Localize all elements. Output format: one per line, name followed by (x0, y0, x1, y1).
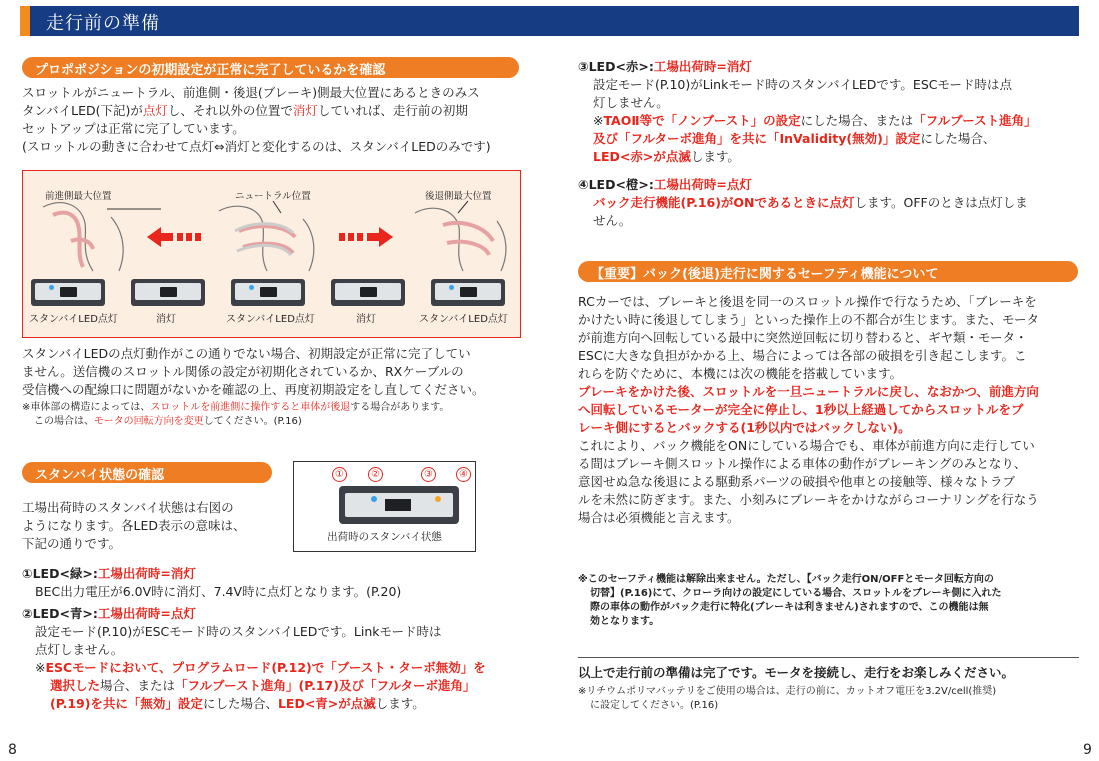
arrow-right-icon (367, 227, 393, 247)
led1-block: ①LED<緑>:工場出荷時=消灯 BEC出力電圧が6.0V時に消灯、7.4V時に点灯となります。(P.20) (22, 565, 532, 601)
marker-1: ① (332, 467, 347, 482)
esc-unit-standby (339, 486, 459, 524)
esc-unit-between-right (331, 279, 405, 306)
led2-block: ②LED<青>:工場出荷時=点灯 設定モード(P.10)がESCモード時のスタンバイLEDです。Linkモード時は 点灯しません。 ※ESCモードにおいて、プログラムロード(P.12)で「ブースト・ターボ無効」を 選択した場合、または「フルブースト進角」(P.17)及び「フルターボ進角」 (P.19)を共に「無効」設定にした場合、LED<青>が点滅します。 (22, 605, 532, 713)
intro-line-3: セットアップは正常に完了しています。 (22, 121, 245, 136)
led3-block: ③LED<赤>:工場出荷時=消灯 設定モード(P.10)がLinkモード時のスタンバイLEDです。ESCモード時は点 灯しません。 ※TAOⅡ等で「ノンブースト」の設定にした場合、または「フルブースト進角」 及び「フルターボ進角」を共に「InValidity(無効)」設定にした場合、 LED<赤>が点滅します。 (578, 58, 1083, 166)
caption-standby-on-1: スタンバイLED点灯 (29, 314, 118, 325)
throttle-hand-illustration (23, 171, 520, 276)
esc-unit-neutral (231, 279, 305, 306)
blue-led-icon (371, 496, 377, 502)
marker-3: ③ (421, 467, 436, 482)
safety-paragraph: RCカーでは、ブレーキと後退を同一のスロットル操作で行なうため、「ブレーキを かけたい時に後退してしまう」といった操作上の不都合が生じます。また、モータ が前進方向へ回転している最中に突然逆回転に切り替わると、ギヤ類・モータ・ ESCに大きな負担がかかる上、場合によっては各部の破損を引き起こします。こ れらを防ぐために、本機には次の機能を搭載しています。 ブレーキをかけた後、スロットルを一旦ニュートラルに戻し、なおかつ、前進方向 へ回転しているモーターが完全に停止し、1秒以上経過してからスロットルをブ レーキ側にするとバックする(1秒以内ではバックしない)。 これにより、バック機能をONにしている場合でも、車体が前進方向に走行してい る間はブレーキ側スロットル操作による車体の動作がブレーキングのみとなり、 意図せぬ急な後退による駆動系パーツの破損や他車との接触等、様々なトラブ ルを未然に防ぎます。また、小刻みにブレーキをかけながらコーナリングを行なう 場合は必須機能と言えます。 (578, 294, 1040, 525)
throttle-led-figure (22, 170, 521, 338)
led4-block: ④LED<橙>:工場出荷時=点灯 バック走行機能(P.16)がONであるときに点灯します。OFFのときは点灯しま せん。 (578, 176, 1083, 230)
page-title: 走行前の準備 (46, 13, 160, 34)
marker-2: ② (368, 467, 383, 482)
led-on-icon (249, 285, 254, 290)
label-reverse-max: 後退側最大位置 (425, 191, 492, 202)
section-banner-initial-setup: プロポポジションの初期設定が正常に完了しているかを確認 (22, 57, 519, 78)
led3-title: ③LED<赤>:工場出荷時=消灯 (578, 59, 752, 74)
vehicle-structure-note: ※車体部の構造によっては、スロットルを前進側に操作すると車体が後退する場合があります。 この場合は、モータの回転方向を変更してください。(P.16) (22, 402, 450, 427)
arrow-left-icon (147, 227, 173, 247)
esc-unit-between-left (131, 279, 205, 306)
battery-note: ※リチウムポリマバッテリをご使用の場合は、走行の前に、カットオフ電圧を3.2V/cell(推奨) に設定してください。(P.16) (578, 686, 997, 711)
intro-line-4: (スロットルの動きに合わせて点灯⇔消灯と変化するのは、スタンバイLEDのみです) (22, 139, 491, 154)
caption-standby-on-3: スタンバイLED点灯 (419, 314, 508, 325)
esc-unit-forward (31, 279, 105, 306)
factory-standby-diagram (293, 461, 476, 552)
esc-unit-reverse (431, 279, 505, 306)
intro-paragraph (22, 84, 522, 156)
led1-title: ①LED<緑>:工場出荷時=消灯 (22, 566, 196, 581)
divider-line (578, 657, 1079, 658)
led-on-icon (449, 285, 454, 290)
standby-caption: 出荷時のスタンバイ状態 (327, 531, 442, 543)
page-number-right: 9 (1083, 742, 1092, 758)
page-header (20, 6, 1079, 36)
section-banner-safety: 【重要】バック(後退)走行に関するセーフティ機能について (578, 261, 1078, 282)
safety-warning-note: ※このセーフティ機能は解除出来ません。ただし、【バック走行ON/OFFとモータ回転方向の 切替】(P.16)にて、クローラ向けの設定にしている場合、スロットルをブレーキ側に入れた 際の車体の動作がバック走行に特化(ブレーキは利きません)されますので、この機能は無 効となります。 (578, 574, 1002, 627)
caption-standby-on-2: スタンバイLED点灯 (226, 314, 315, 325)
section-banner-standby: スタンバイ状態の確認 (22, 462, 272, 483)
led4-title: ④LED<橙>:工場出荷時=点灯 (578, 177, 752, 192)
led-on-icon (49, 285, 54, 290)
label-forward-max: 前進側最大位置 (45, 191, 112, 202)
caption-off-1: 消灯 (156, 314, 176, 325)
caption-off-2: 消灯 (356, 314, 376, 325)
intro-line-1: スロットルがニュートラル、前進側・後退(ブレーキ)側最大位置にあるときのみス (22, 85, 480, 100)
label-neutral: ニュートラル位置 (235, 191, 311, 202)
header-accent (20, 6, 30, 36)
orange-led-icon (435, 496, 441, 502)
marker-4: ④ (456, 467, 471, 482)
page-number-left: 8 (8, 742, 17, 758)
intro-line-2: タンバイLED(下記)が点灯し、それ以外の位置で消灯していれば、走行前の初期 (22, 103, 468, 118)
led2-title: ②LED<青>:工場出荷時=点灯 (22, 606, 196, 621)
setup-failure-paragraph: スタンバイLEDの点灯動作がこの通りでない場合、初期設定が正常に完了してい ません。送信機のスロットル関係の設定が初期化されているか、RXケーブルの 受信機への配線口に問題がないかを確認の上、再度初期設定をし直してください。 (22, 346, 485, 397)
completion-message: 以上で走行前の準備は完了です。モータを接続し、走行をお楽しみください。 (578, 665, 1015, 680)
standby-intro: 工場出荷時のスタンバイ状態は右図の ようになります。各LED表示の意味は、 下記の通りです。 (22, 500, 246, 551)
